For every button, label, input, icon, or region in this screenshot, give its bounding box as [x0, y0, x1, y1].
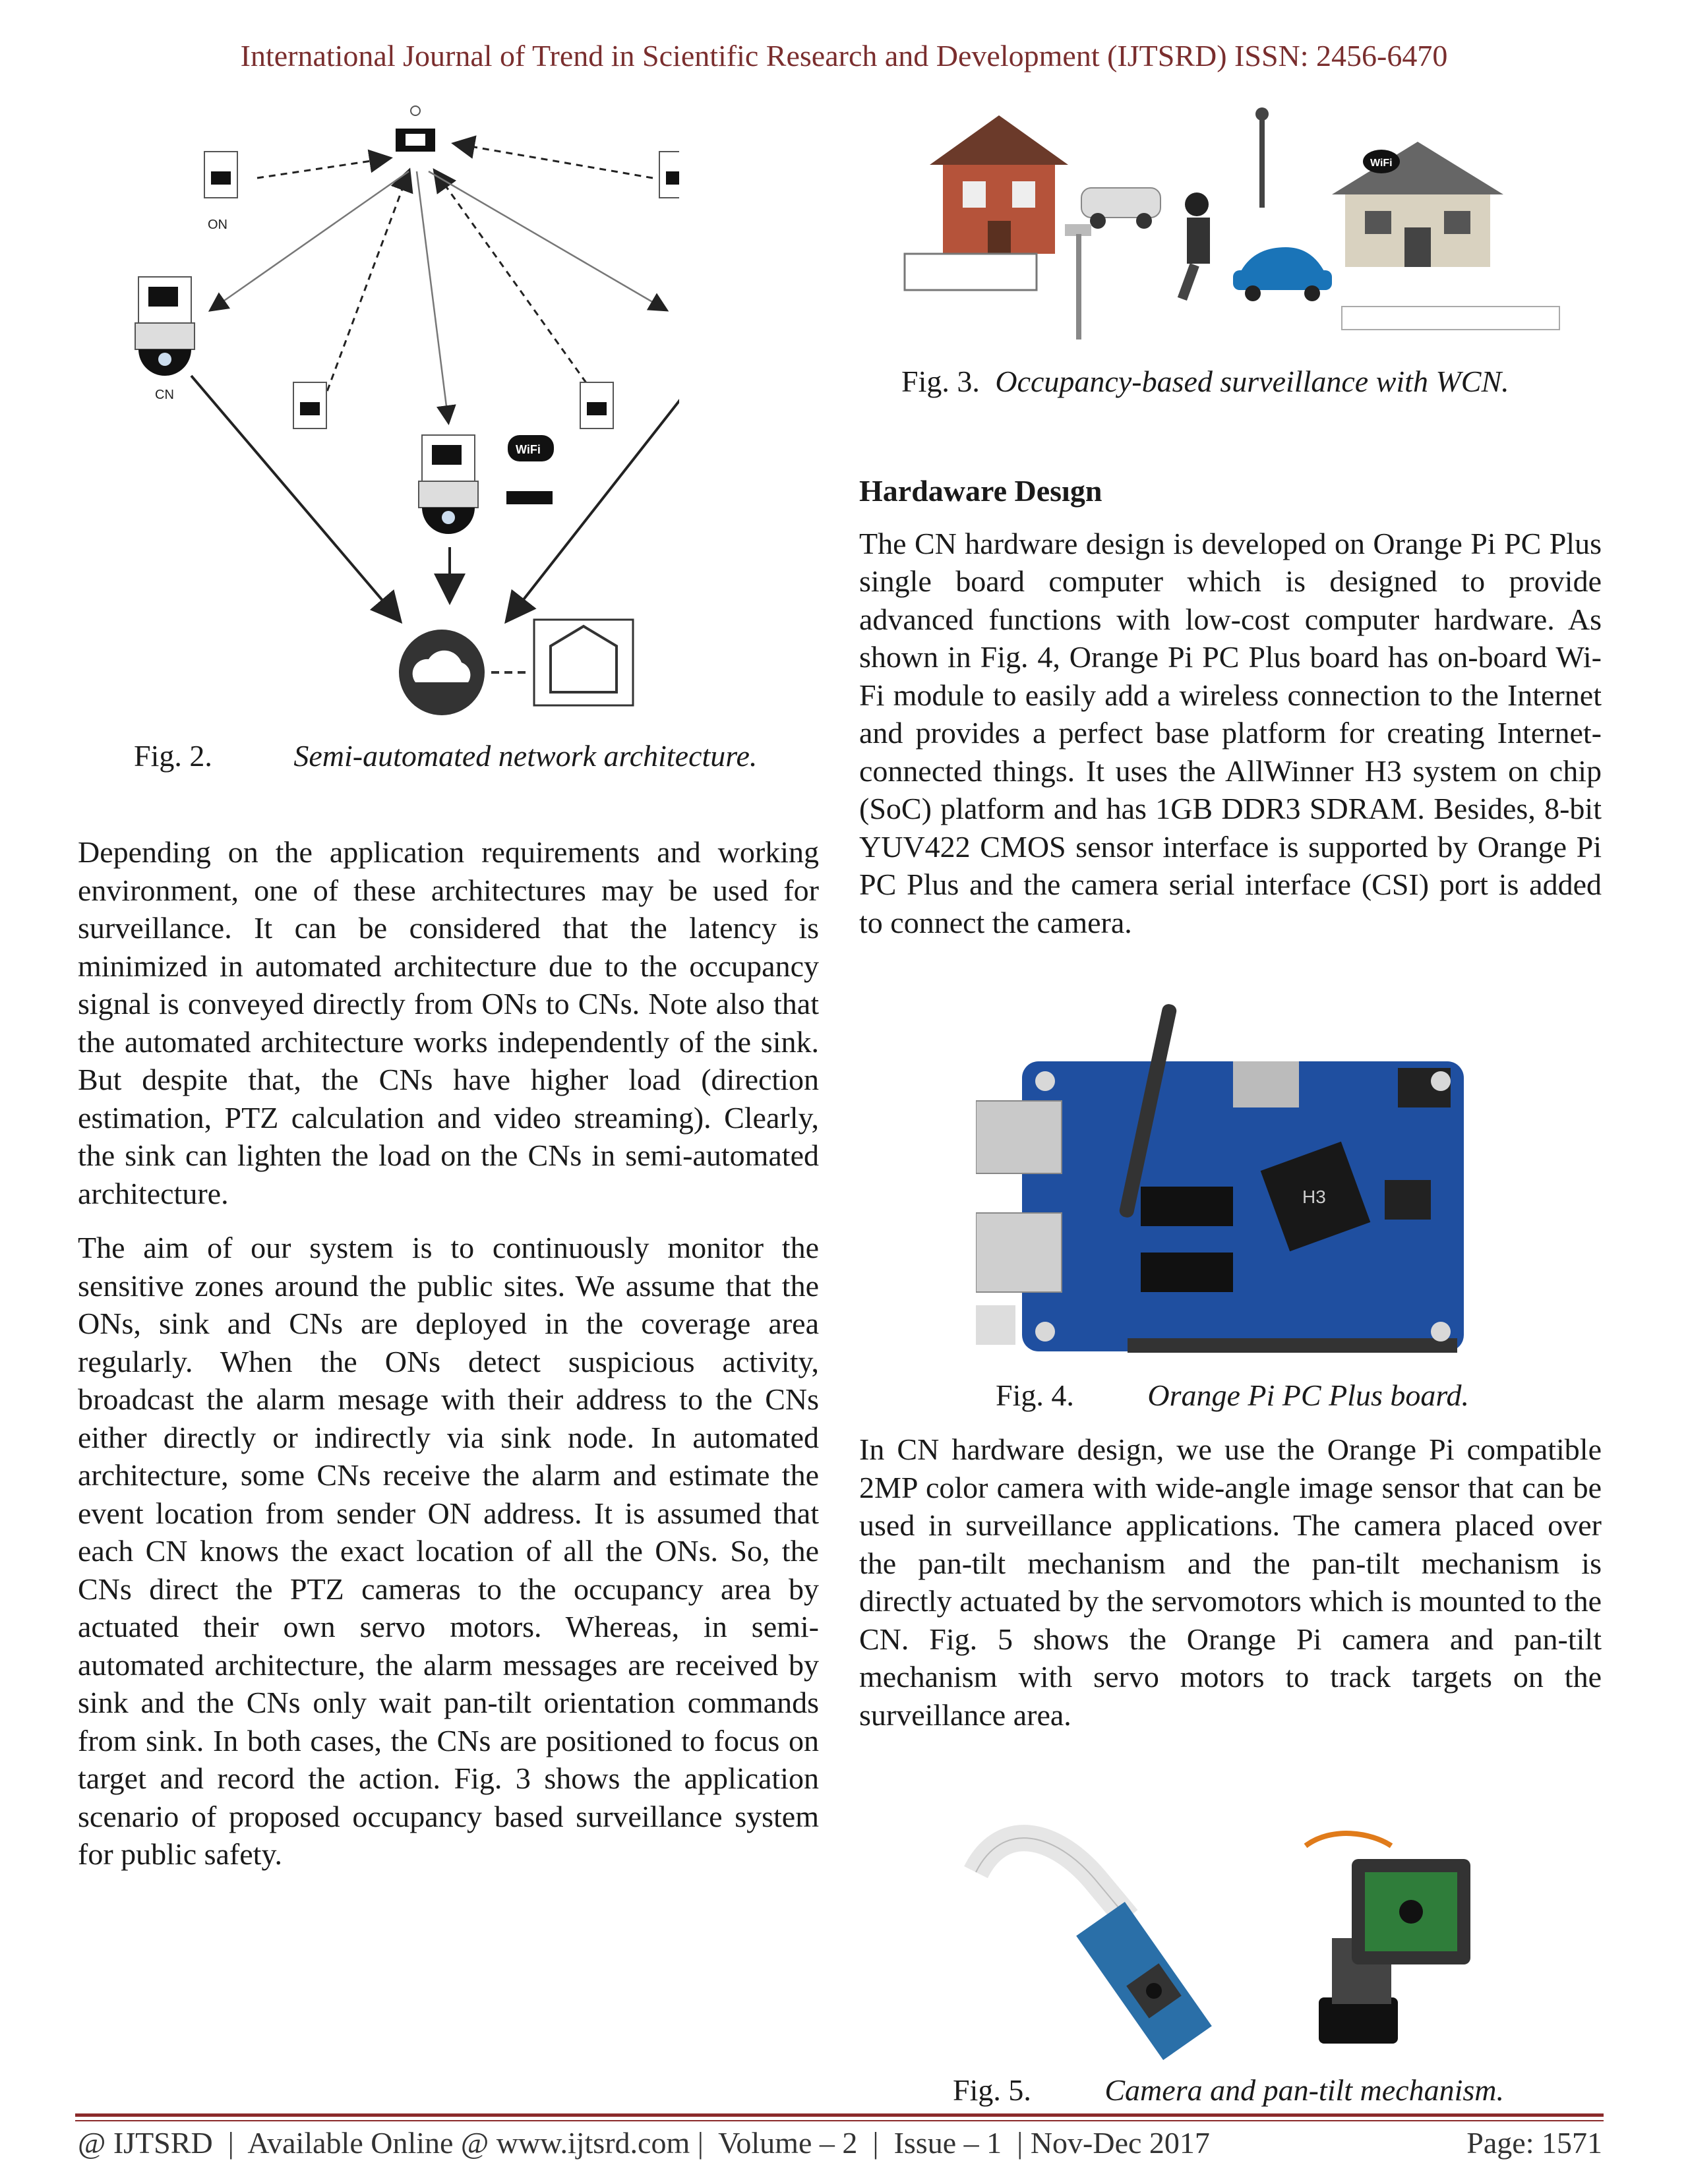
fig5-title: Camera and pan-tilt mechanism.	[1104, 2073, 1504, 2107]
fig4-caption	[996, 1378, 1469, 1413]
security-camera-icon	[1065, 224, 1091, 339]
fig5-label: Fig. 5.	[953, 2073, 1031, 2107]
paragraph: The CN hardware design is developed on Orange Pi PC Plus single board computer which is designed to provide advanced functions with low-cost computer hardware. As shown in Fig. 4, Orange Pi PC Plus board has on-board Wi-Fi module to easily add a wireless connection to the Internet and provides a perfect base platform for creating Internet-connected things. It uses the AllWinner H3 system on chip (SoC) platform and has 1GB DDR3 SDRAM. Besides, 8-bit YUV422 CMOS sensor interface is supported by Orange Pi PC Plus and the camera serial interface (CSI) port is added to connect the camera.	[859, 526, 1602, 939]
fig2-title: Semi-automated network architecture.	[293, 739, 758, 773]
svg-text:WiFi: WiFi	[516, 443, 541, 456]
thief-icon	[1178, 192, 1210, 301]
wifi-badge-icon	[1363, 150, 1400, 173]
fig2-label: Fig. 2.	[134, 739, 212, 773]
car-icon	[1081, 188, 1160, 229]
fig5-caption	[953, 2073, 1504, 2108]
fig2-diagram	[112, 92, 679, 719]
paragraph: The aim of our system is to continuously monitor the sensitive zones around the public sites. We assume that the ONs, sink and CNs are deployed in the coverage area regularly. When the ONs detect suspicious activity, broadcast the alarm mesage with their address to the CNs either directly or indirectly via sink node. In automated architecture, some CNs receive the alarm and estimate the event location from sender ON address. It is assumed that each CN knows the exact location of all the ONs. So, the CNs direct the PTZ cameras to the occupancy area by actuated their own servo motors. Whereas, in semi-automated architecture, the alarm messages are received by sink and the CNs only wait pan-tilt orientation commands from sink. In both cases, the CNs are positioned to focus on target and record the action. Fig. 3 shows the application scenario of proposed occupancy based surveillance system for public safety.	[78, 1231, 819, 1871]
fig4-label: Fig. 4.	[996, 1378, 1074, 1412]
right-column-text-2	[859, 1431, 1602, 1750]
fig4-board-photo	[976, 1002, 1490, 1378]
camera-module-icon	[1076, 1902, 1212, 2060]
fig3-illustration	[903, 102, 1563, 339]
svg-text:H3: H3	[1302, 1187, 1326, 1207]
sink-node-icon	[396, 106, 435, 152]
journal-header: International Journal of Trend in Scientific Research and Development (IJTSRD) ISSN: 2456-6470	[240, 39, 1448, 73]
house2-icon	[1332, 142, 1503, 267]
circuit-board-icon	[976, 1061, 1464, 1353]
fig4-title: Orange Pi PC Plus board.	[1147, 1378, 1470, 1412]
wifi-router-icon	[506, 435, 554, 504]
left-column-text	[78, 833, 819, 1890]
right-column-text-1	[859, 472, 1602, 958]
footer-rule	[75, 2113, 1604, 2117]
on-node-icon	[204, 152, 237, 232]
cn-camera-icon	[135, 277, 195, 402]
small-car-icon	[1233, 247, 1332, 301]
pan-tilt-mechanism-icon	[1306, 1833, 1470, 2044]
ribbon-cable-icon	[976, 1838, 1128, 1918]
house-icon	[930, 115, 1068, 254]
paragraph: Depending on the application requirements and working environment, one of these architectures may be used for surveillance. It can be considered that the latency is minimized in automated architecture due to the occupancy signal is conveyed directly from ONs to CNs. Note also that the automated architecture works independently of the sink. But despite that, the CNs have higher load (direction estimation, PTZ calculation and video streaming). Clearly, the sink can lighten the load on the CNs in semi-automated architecture.	[78, 835, 819, 1210]
cloud-icon	[399, 620, 633, 715]
fig3-label: Fig. 3.	[901, 365, 980, 398]
fig5-camera-photo	[963, 1806, 1517, 2063]
section-heading: Hardaware Desıgn	[859, 474, 1102, 508]
page-number: Page: 1571	[1466, 2126, 1602, 2160]
svg-text:ON: ON	[208, 218, 227, 232]
fig3-caption	[901, 364, 1509, 399]
svg-text:CN: CN	[155, 388, 174, 402]
svg-text:WiFi: WiFi	[1370, 158, 1393, 169]
fig3-title: Occupancy-based surveillance with WCN.	[995, 365, 1509, 398]
fig2-caption	[134, 738, 757, 773]
paragraph: In CN hardware design, we use the Orange Pi compatible 2MP color camera with wide-angle image sensor that can be used in surveillance applications. The camera placed over the pan-tilt mechanism and the pan-tilt mechanism is directly actuated by the servomotors which is mounted to the CN. Fig. 5 shows the Orange Pi camera and pan-tilt mechanism with servo motors to track targets on the surveillance area.	[859, 1432, 1602, 1732]
footer-info: @ IJTSRD | Available Online @ www.ijtsrd.com | Volume – 2 | Issue – 1 | Nov-Dec 2017	[78, 2126, 1210, 2160]
page-footer	[78, 2125, 1602, 2160]
footer-rule-thin	[75, 2120, 1604, 2121]
